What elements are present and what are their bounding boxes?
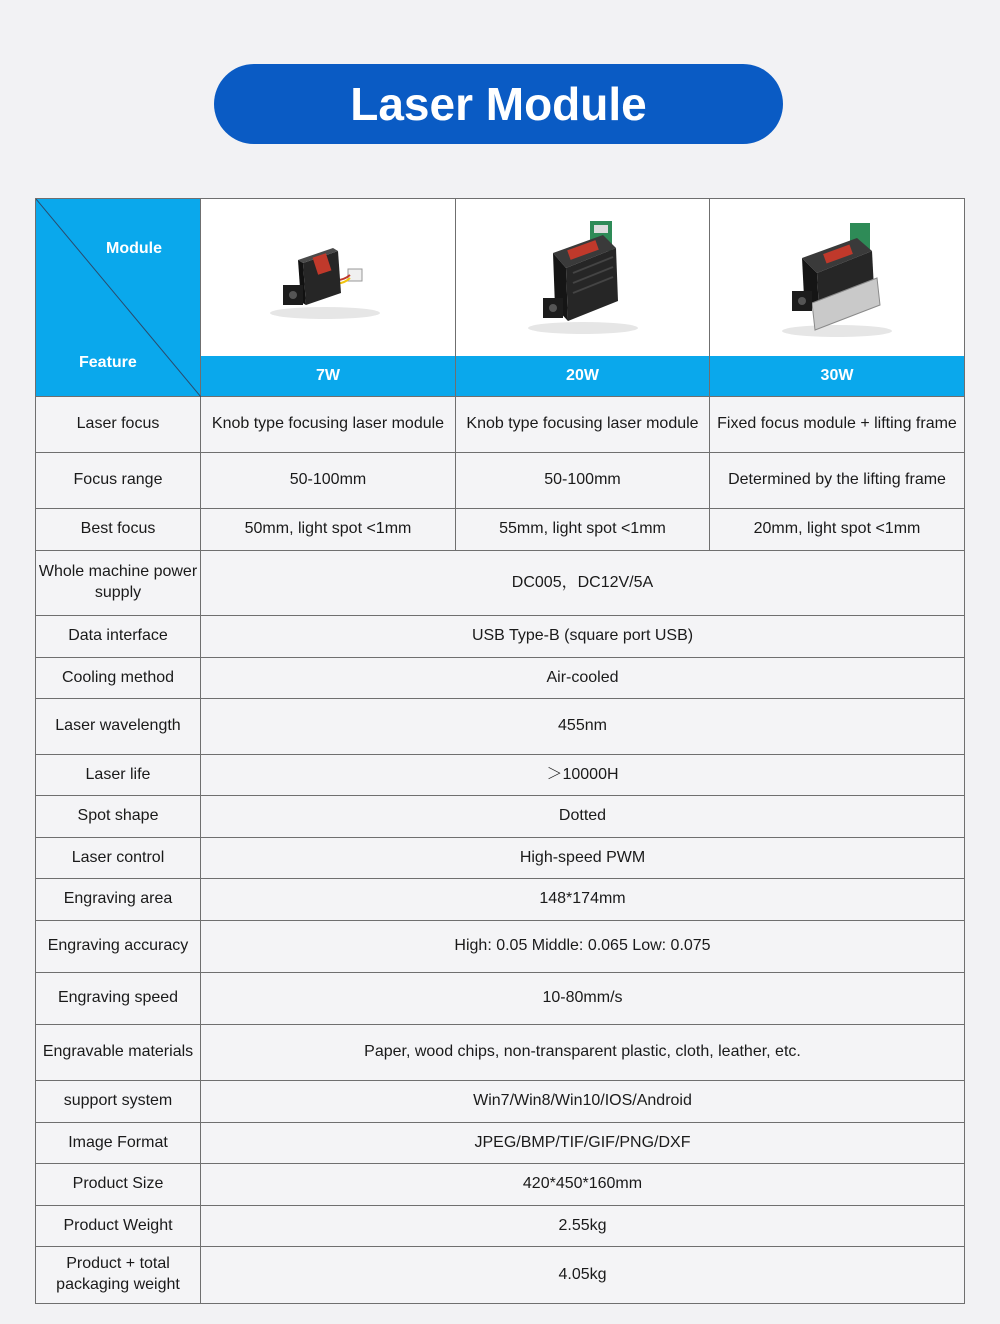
spec-value: High: 0.05 Middle: 0.065 Low: 0.075: [201, 921, 965, 973]
table-row: [36, 1025, 965, 1081]
feature-label: Engraving area: [36, 879, 201, 921]
spec-value: 10-80mm/s: [201, 973, 965, 1025]
table-row: [36, 616, 965, 658]
module-header-30w: [710, 199, 965, 397]
spec-table: [35, 198, 965, 1304]
header-row: [36, 199, 965, 397]
spec-value: 50-100mm: [456, 453, 710, 509]
feature-label: Focus range: [36, 453, 201, 509]
laser-module-20w-image: [456, 199, 709, 356]
table-row: [36, 509, 965, 551]
spec-value: 55mm, light spot <1mm: [456, 509, 710, 551]
spec-value: 455nm: [201, 699, 965, 755]
feature-label: Laser focus: [36, 397, 201, 453]
table-row: [36, 1123, 965, 1164]
spec-value: Fixed focus module + lifting frame: [710, 397, 965, 453]
spec-value: 2.55kg: [201, 1206, 965, 1247]
feature-label: Laser control: [36, 838, 201, 879]
feature-label: Best focus: [36, 509, 201, 551]
spec-value: 4.05kg: [201, 1247, 965, 1304]
module-header-7w: [201, 199, 456, 397]
feature-label: Whole machine power supply: [36, 551, 201, 616]
feature-label: Engraving accuracy: [36, 921, 201, 973]
spec-value: 50-100mm: [201, 453, 456, 509]
table-row: [36, 658, 965, 699]
table-row: [36, 1206, 965, 1247]
spec-value: High-speed PWM: [201, 838, 965, 879]
table-row: [36, 879, 965, 921]
spec-value: DC005，DC12V/5A: [201, 551, 965, 616]
spec-value: 148*174mm: [201, 879, 965, 921]
spec-value: Knob type focusing laser module: [201, 397, 456, 453]
spec-value: ＞10000H: [201, 755, 965, 796]
module-power-20w: 20W: [456, 356, 709, 396]
spec-value: Paper, wood chips, non-transparent plastic, cloth, leather, etc.: [201, 1025, 965, 1081]
feature-label: Product Weight: [36, 1206, 201, 1247]
feature-label: Laser wavelength: [36, 699, 201, 755]
spec-value: 50mm, light spot <1mm: [201, 509, 456, 551]
spec-value: JPEG/BMP/TIF/GIF/PNG/DXF: [201, 1123, 965, 1164]
feature-label: support system: [36, 1081, 201, 1123]
table-row: [36, 921, 965, 973]
feature-label: Product + total packaging weight: [36, 1247, 201, 1304]
spec-value: Determined by the lifting frame: [710, 453, 965, 509]
page-title: Laser Module: [214, 64, 783, 144]
feature-label: Data interface: [36, 616, 201, 658]
table-row: [36, 1247, 965, 1304]
spec-value: Air-cooled: [201, 658, 965, 699]
table-row: [36, 796, 965, 838]
table-row: [36, 453, 965, 509]
corner-cell: [36, 199, 201, 397]
spec-value: Dotted: [201, 796, 965, 838]
feature-label: Cooling method: [36, 658, 201, 699]
table-row: [36, 838, 965, 879]
table-row: [36, 699, 965, 755]
corner-feature-label: Feature: [79, 354, 137, 371]
spec-value: 20mm, light spot <1mm: [710, 509, 965, 551]
feature-label: Product Size: [36, 1164, 201, 1206]
spec-value: USB Type-B (square port USB): [201, 616, 965, 658]
feature-label: Engraving speed: [36, 973, 201, 1025]
laser-module-30w-image: [710, 199, 964, 356]
table-row: [36, 1164, 965, 1206]
spec-value: Knob type focusing laser module: [456, 397, 710, 453]
table-row: [36, 755, 965, 796]
feature-label: Spot shape: [36, 796, 201, 838]
laser-module-7w-image: [201, 199, 455, 356]
feature-label: Image Format: [36, 1123, 201, 1164]
table-row: [36, 973, 965, 1025]
corner-module-label: Module: [106, 240, 162, 257]
table-row: [36, 397, 965, 453]
module-power-30w: 30W: [710, 356, 964, 396]
spec-value: Win7/Win8/Win10/IOS/Android: [201, 1081, 965, 1123]
spec-value: 420*450*160mm: [201, 1164, 965, 1206]
feature-label: Engravable materials: [36, 1025, 201, 1081]
table-row: [36, 1081, 965, 1123]
table-row: [36, 551, 965, 616]
module-header-20w: [456, 199, 710, 397]
module-power-7w: 7W: [201, 356, 455, 396]
feature-label: Laser life: [36, 755, 201, 796]
